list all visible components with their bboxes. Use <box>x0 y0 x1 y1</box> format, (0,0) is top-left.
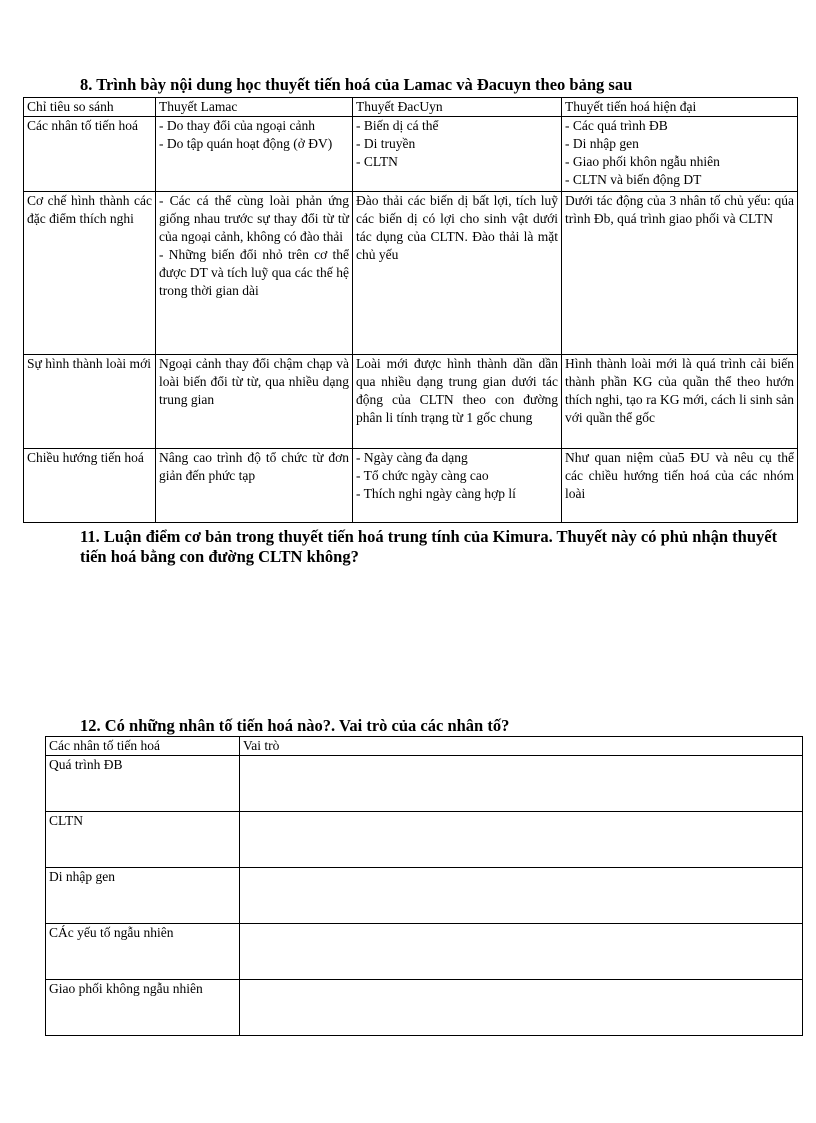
table-row <box>46 980 803 1036</box>
cell-line: - Tổ chức ngày càng cao <box>356 468 489 483</box>
header-criteria: Chỉ tiêu so sánh <box>24 98 156 117</box>
darwin-cell <box>353 355 562 449</box>
table-row <box>46 756 803 812</box>
cell-line: - CLTN <box>356 154 398 169</box>
evolution-factors-table <box>45 736 803 1036</box>
table-header-row <box>46 737 803 756</box>
header-darwin: Thuyết ĐacUyn <box>353 98 562 117</box>
table-row <box>46 812 803 868</box>
lamac-cell <box>156 192 353 355</box>
cell-line: Như quan niệm của5 ĐU và nêu cụ thể các chiều hướng tiến hoá của các nhóm loài <box>565 450 794 501</box>
evolution-theory-comparison-table <box>23 97 798 523</box>
header-role: Vai trò <box>240 737 803 756</box>
cell-line: - Những biến đổi nhỏ trên cơ thể được DT và tích luỹ qua các thế hệ trong thời gian dài <box>159 247 349 298</box>
criterion-cell: Cơ chế hình thành các đặc điểm thích nghi <box>24 192 156 355</box>
cell-line: Nâng cao trình độ tổ chức từ đơn giản đến phức tạp <box>159 450 349 483</box>
header-lamac: Thuyết Lamac <box>156 98 353 117</box>
cell-line: - Thích nghi ngày càng hợp lí <box>356 486 516 501</box>
table-row <box>24 355 798 449</box>
cell-line: Loài mới được hình thành dần dần qua nhiều dạng trung gian dưới tác động của CLTN theo con đường phân li tính trạng từ 1 gốc chung <box>356 356 558 425</box>
modern-cell <box>562 355 798 449</box>
table-row <box>46 924 803 980</box>
cell-line: - CLTN và biến động DT <box>565 172 702 187</box>
table-header-row <box>24 98 798 117</box>
cell-line: - Biến dị cá thể <box>356 118 439 133</box>
role-cell[interactable] <box>240 812 803 868</box>
modern-cell <box>562 117 798 192</box>
lamac-cell <box>156 449 353 523</box>
modern-cell <box>562 449 798 523</box>
cell-line: - Giao phối khôn ngẫu nhiên <box>565 154 720 169</box>
role-cell[interactable] <box>240 756 803 812</box>
cell-line: - Các quá trình ĐB <box>565 118 668 133</box>
table-row <box>24 117 798 192</box>
table-row <box>24 192 798 355</box>
criterion-cell: Chiều hướng tiến hoá <box>24 449 156 523</box>
cell-line: Hình thành loài mới là quá trình cải biến thành phần KG của quần thể theo hướn thích nghi, tạo ra KG mới, cách li sinh sản với quần thể gốc <box>565 356 794 425</box>
cell-line: - Các cá thể cùng loài phản ứng giống nhau trước sự thay đổi từ từ của ngoại cảnh, không có đào thải <box>159 193 349 244</box>
header-factor: Các nhân tố tiến hoá <box>46 737 240 756</box>
cell-line: - Di truyền <box>356 136 416 151</box>
cell-line: Đào thải các biến dị bất lợi, tích luỹ các biến dị có lợi cho sinh vật dưới tác dụng của CLTN. Đào thải là mặt chủ yếu <box>356 193 558 262</box>
cell-line: - Ngày càng đa dạng <box>356 450 468 465</box>
cell-line: Ngoại cảnh thay đổi chậm chạp và loài biến đổi từ từ, qua nhiều dạng trung gian <box>159 356 349 407</box>
question-12-title: 12. Có những nhân tố tiến hoá nào?. Vai trò của các nhân tố? <box>80 716 510 735</box>
cell-line: Dưới tác động của 3 nhân tố chủ yếu: qúa trình Đb, quá trình giao phối và CLTN <box>565 193 794 226</box>
modern-cell <box>562 192 798 355</box>
cell-line: - Do thay đổi của ngoại cảnh <box>159 118 315 133</box>
table-row <box>24 449 798 523</box>
table-row <box>46 868 803 924</box>
criterion-cell: Các nhân tố tiến hoá <box>24 117 156 192</box>
darwin-cell <box>353 449 562 523</box>
factor-cell: CLTN <box>46 812 240 868</box>
darwin-cell <box>353 192 562 355</box>
question-8-title: 8. Trình bày nội dung học thuyết tiến hoá của Lamac và Đacuyn theo bảng sau <box>80 75 633 94</box>
role-cell[interactable] <box>240 980 803 1036</box>
header-modern: Thuyết tiến hoá hiện đại <box>562 98 798 117</box>
factor-cell: Giao phối không ngẫu nhiên <box>46 980 240 1036</box>
cell-line: - Do tập quán hoạt động (ở ĐV) <box>159 136 333 151</box>
factor-cell: Quá trình ĐB <box>46 756 240 812</box>
role-cell[interactable] <box>240 868 803 924</box>
question-11-title: 11. Luận điểm cơ bản trong thuyết tiến hoá trung tính của Kimura. Thuyết này có phủ nhận thuyết tiến hoá bằng con đường CLTN không? <box>80 527 778 566</box>
factor-cell: Di nhập gen <box>46 868 240 924</box>
role-cell[interactable] <box>240 924 803 980</box>
darwin-cell <box>353 117 562 192</box>
criterion-cell: Sự hình thành loài mới <box>24 355 156 449</box>
factor-cell: CÁc yếu tố ngẫu nhiên <box>46 924 240 980</box>
lamac-cell <box>156 117 353 192</box>
cell-line: - Di nhập gen <box>565 136 639 151</box>
lamac-cell <box>156 355 353 449</box>
